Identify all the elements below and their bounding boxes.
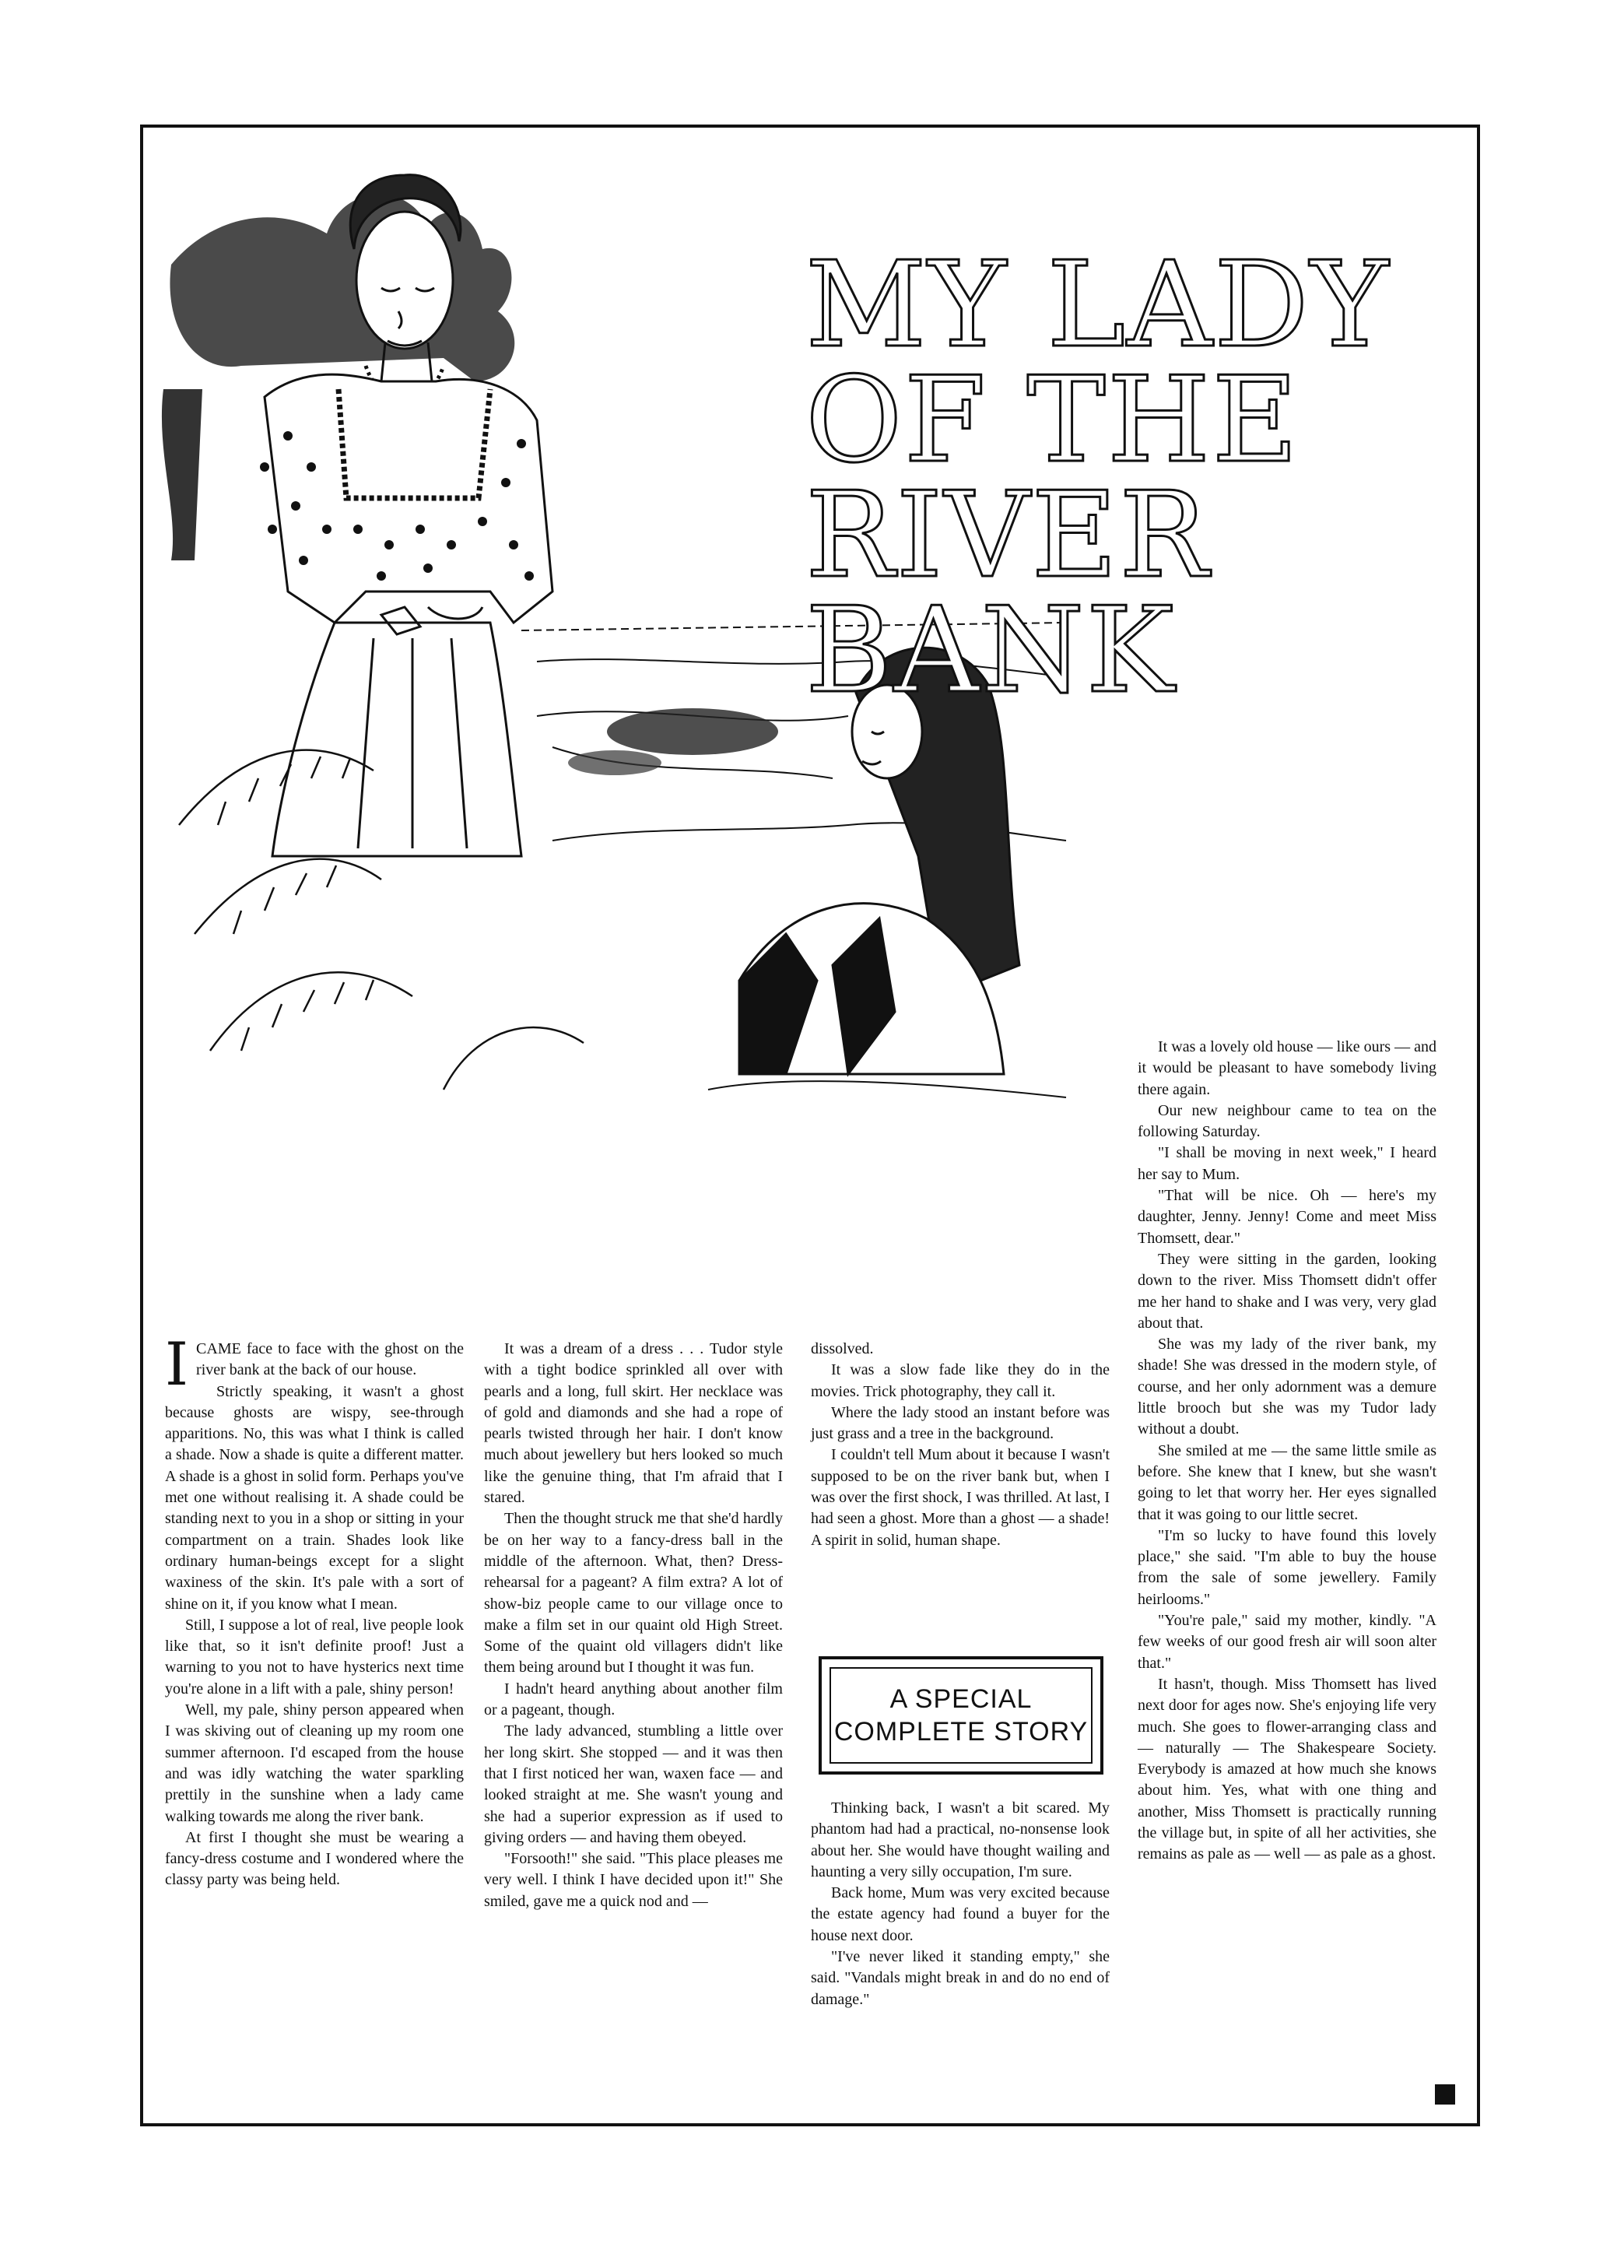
title-line-1: MY LADY xyxy=(805,236,1391,374)
paragraph: Thinking back, I wasn't a bit scared. My phantom had had a practical, no-nonsense look about her. She would have thought wailing and haunting a very silly occupation, I'm sure. xyxy=(811,1799,1110,1880)
text-column-2 xyxy=(484,1339,783,1912)
paragraph: It was a lovely old house — like ours — and it would be pleasant to have somebody living there again. xyxy=(1138,1038,1436,1098)
drop-cap: I xyxy=(165,1329,189,1399)
paragraph: It was a dream of a dress . . . Tudor style with a tight bodice sprinkled all over with pearls and a long, full skirt. Her necklace was of gold and diamonds and she had a rope of pearls twisted through her hair. I don't know much about jewellery but hers looked so much like the genuine thing, that I'm afraid that I stared. xyxy=(484,1340,783,1507)
text-column-4 xyxy=(1138,1037,1436,1866)
paragraph: "Forsooth!" she said. "This place pleases me very well. I think I have decided upon it!" She smiled, gave me a quick nod and — xyxy=(484,1850,783,1910)
end-of-story-mark xyxy=(1435,2084,1455,2105)
story-title xyxy=(805,236,1475,719)
paragraph: It was a slow fade like they do in the movies. Trick photography, they call it. xyxy=(811,1361,1110,1400)
paragraph: "I'm so lucky to have found this lovely place," she said. "I'm able to buy the house from the sale of some jewellery. Family heirlooms." xyxy=(1138,1526,1436,1608)
paragraph: "You're pale," said my mother, kindly. "A few weeks of our good fresh air will soon alter that." xyxy=(1138,1612,1436,1672)
paragraph: Back home, Mum was very excited because the estate agency had found a buyer for the house next door. xyxy=(811,1884,1110,1944)
paragraph-text: CAME face to face with the ghost on the river bank at the back of our house. xyxy=(196,1340,464,1379)
paragraph: I hadn't heard anything about another film or a pageant, though. xyxy=(484,1680,783,1719)
text-column-1 xyxy=(165,1329,464,1891)
paragraph: "I've never liked it standing empty," she said. "Vandals might break in and do no end of damage." xyxy=(811,1948,1110,2008)
paragraph: "That will be nice. Oh — here's my daughter, Jenny. Jenny! Come and meet Miss Thomsett, dear." xyxy=(1138,1187,1436,1247)
paragraph: It hasn't, though. Miss Thomsett has lived next door for ages now. She's enjoying life very much. She goes to flower-arranging class and — naturally — The Shakespeare Society. Everybody is amazed at how much she knows about him. Yes, what with one thing and another, Miss Thomsett is practically running the village but, in spite of all her activities, she remains as pale as — well — as pale as a ghost. xyxy=(1138,1675,1436,1863)
paragraph xyxy=(165,1329,464,1399)
paragraph: Still, I suppose a lot of real, live people look like that, so it isn't definite proof! Just a warning to you not to have hysterics next time you're alone in a lift with a pale, shiny person! xyxy=(165,1616,464,1697)
paragraph: Where the lady stood an instant before was just grass and a tree in the background. xyxy=(811,1403,1110,1443)
paragraph: Well, my pale, shiny person appeared when I was skiving out of cleaning up my room one summer afternoon. I'd escaped from the house and was idly watching the water sparkling prettily in the sunshine when a lady came walking towards me along the river bank. xyxy=(165,1701,464,1825)
paragraph: Then the thought struck me that she'd hardly be on her way to a fancy-dress ball in the middle of the afternoon. What, then? Dress-rehearsal for a pageant? A film extra? A lot of show-biz people came to our village once to make a film set in our quaint old High Street. Some of the quaint old villagers didn't like them being around but I thought it was fun. xyxy=(484,1510,783,1676)
title-line-2: OF THE xyxy=(805,351,1300,489)
boxout-line-2: COMPLETE STORY xyxy=(833,1717,1089,1747)
paragraph: She smiled at me — the same little smile as before. She knew that I knew, but she wasn't going to let that worry her. Her eyes signalled that it was going to our little secret. xyxy=(1138,1441,1436,1523)
title-line-3: RIVER xyxy=(805,466,1210,604)
paragraph: dissolved. xyxy=(811,1340,874,1357)
special-story-boxout xyxy=(819,1656,1103,1775)
paragraph: They were sitting in the garden, looking down to the river. Miss Thomsett didn't offer me her hand to shake and I was very, very glad about that. xyxy=(1138,1250,1436,1332)
text-column-3-continued xyxy=(811,1798,1110,2010)
boxout-line-1: A SPECIAL xyxy=(889,1684,1033,1714)
paragraph: The lady advanced, stumbling a little over her long skirt. She stopped — and it was then that I first noticed her wan, waxen face — and looked straight at me. She wasn't young and she had a superior expression as if used to giving orders — and having them obeyed. xyxy=(484,1722,783,1846)
paragraph: I couldn't tell Mum about it because I wasn't supposed to be on the river bank but, when I was over the first shock, I was thrilled. At last, I had seen a ghost. More than a ghost — a shade! A spirit in solid, human shape. xyxy=(811,1446,1110,1549)
title-line-4: BANK xyxy=(805,581,1177,719)
paragraph: Strictly speaking, it wasn't a ghost because ghosts are wispy, see-through apparitions. No, this was what I think is called a shade. Now a shade is quite a different matter. A shade is a ghost in solid form. Perhaps you've met one without realising it. A shade could be standing next to you in a shop or sitting in your compartment on a train. Shades look like ordinary human-beings except for a slight waxiness of the skin. It's pale with a sort of shine on it, if you know what I mean. xyxy=(165,1382,464,1613)
boxout-inner-frame xyxy=(830,1667,1093,1764)
paragraph: Our new neighbour came to tea on the following Saturday. xyxy=(1138,1101,1436,1141)
paragraph: She was my lady of the river bank, my shade! She was dressed in the modern style, of course, and her only adornment was a demure little brooch but she was my Tudor lady without a doubt. xyxy=(1138,1336,1436,1438)
text-column-3 xyxy=(811,1339,1110,1551)
paragraph: At first I thought she must be wearing a fancy-dress costume and I wondered where the classy party was being held. xyxy=(165,1828,464,1889)
paragraph: "I shall be moving in next week," I heard her say to Mum. xyxy=(1138,1144,1436,1183)
